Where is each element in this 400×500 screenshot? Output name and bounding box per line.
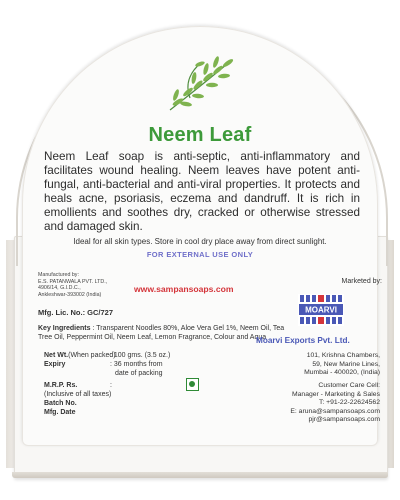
mrp-label: M.R.P. Rs.	[44, 382, 78, 389]
care-contact-role: Manager - Marketing & Sales	[291, 390, 380, 398]
marketer-address-1: 101, Krishna Chambers,	[306, 352, 380, 359]
manufacturer-name: E.S. PATANWALA PVT. LTD.,	[38, 278, 108, 285]
mrp-colon: :	[110, 382, 112, 389]
manufacturer-address-2: Ankleshwar-393002 (India)	[38, 291, 102, 298]
veg-symbol-icon	[186, 378, 199, 391]
moarvi-logo	[296, 292, 346, 328]
manufacturer-label: Manufactured by:	[38, 272, 79, 278]
marketer-address-2: 59, New Marine Lines,	[312, 360, 380, 368]
expiry-value: : 36 months from	[110, 361, 163, 368]
marketer-address-3: Mumbai - 400020, (India)	[304, 369, 380, 377]
logo-text: MOARVI	[305, 305, 337, 315]
care-email-2: pjr@sampansoaps.com	[308, 416, 380, 424]
product-description: Neem Leaf soap is anti-septic, anti-inflammatory and facilitates wound healing. Neem leaves have potent anti-fungal, anti-bacterial and anti-viral properties. It protects and heals acne, psoriasis, eczema and dandruff. It is rich in emollients and soothes dry, cracked or otherwise stressed and damaged skin.	[44, 150, 360, 233]
ingredients-text: : Transparent Noodles 80%, Aloe Vera Gel 1%, Neem Oil, Tea Tree Oil, Peppermint Oil, Neem Leaf, Lemon Fragrance, Colour and Aqua	[38, 325, 285, 341]
customer-care	[248, 382, 380, 425]
marketer-company: Moarvi Exports Pvt. Ltd.	[256, 336, 350, 345]
manufacturer-address-1: 4906/14, G.I.D.C.,	[38, 285, 81, 292]
care-phone: T: +91-22-22624562	[318, 399, 380, 407]
expiry-value-2: date of packing	[115, 370, 163, 377]
license-number: Mfg. Lic. No.: GC/727	[38, 308, 114, 317]
box-bottom-edge	[12, 472, 388, 478]
care-email-1: E: aruna@sampansoaps.com	[290, 407, 380, 415]
ingredients-label: Key Ingredients	[38, 325, 91, 332]
batch-label: Batch No.	[44, 400, 77, 407]
marketed-by-label: Marketed by:	[341, 278, 382, 285]
website-text: www.sampansoaps.com	[134, 284, 234, 294]
marketer-address	[250, 352, 380, 378]
storage-instructions: Ideal for all skin types. Store in cool dry place away from direct sunlight.	[73, 237, 327, 246]
neem-leaf-illustration	[162, 52, 240, 118]
net-weight-value: : 100 gms. (3.5 oz.)	[110, 352, 171, 359]
expiry-label: Expiry	[44, 361, 66, 368]
mfg-date-label: Mfg. Date	[44, 409, 76, 416]
net-weight-label: Net Wt.(When packed)	[44, 352, 116, 359]
manufacturer-block	[38, 272, 148, 298]
product-title: Neem Leaf	[148, 124, 252, 146]
mrp-note: (Inclusive of all taxes)	[44, 391, 112, 398]
care-heading: Customer Care Cell:	[318, 382, 380, 389]
external-use-warning: FOR EXTERNAL USE ONLY	[146, 250, 254, 259]
